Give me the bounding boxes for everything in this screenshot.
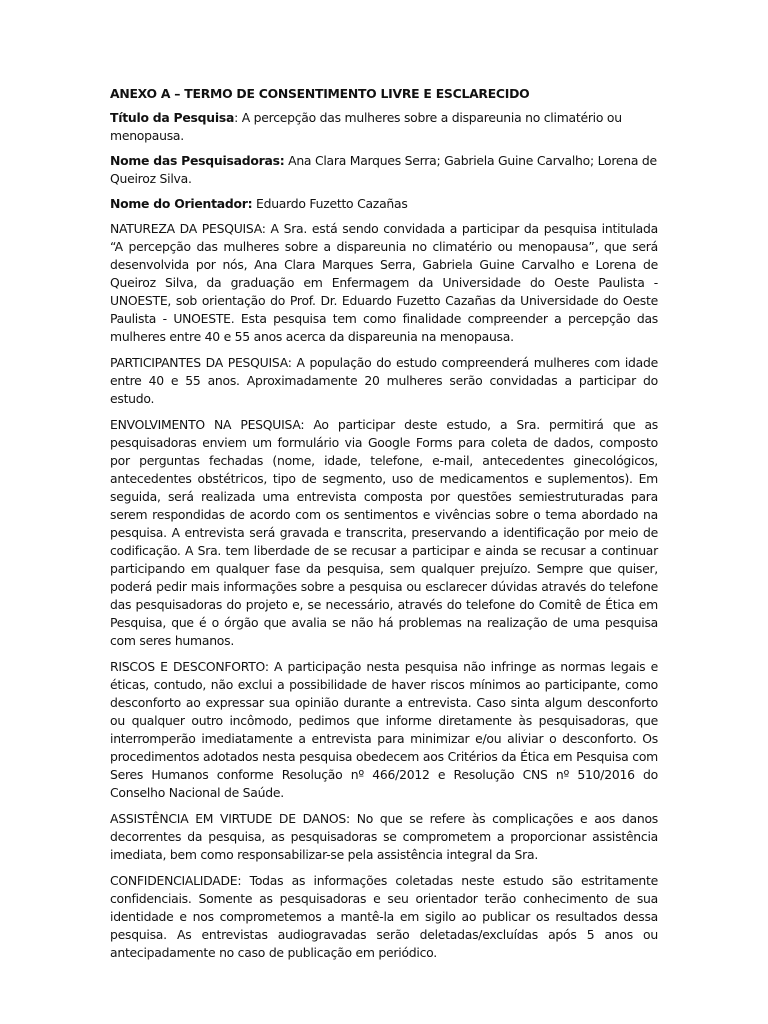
advisor-line	[110, 195, 658, 213]
researchers-line	[110, 152, 658, 188]
paragraph-involvement: ENVOLVIMENTO NA PESQUISA: Ao participar deste estudo, a Sra. permitirá que as pesquisadoras enviem um formulário via Google Forms para coleta de dados, composto por perguntas fechadas (nome, idade, telefone, e-mail, antecedentes ginecológicos, antecedentes obstétricos, tipo de segmento, uso de medicamentos e suplementos). Em seguida, será realizada uma entrevista composta por questões semiestruturadas para serem respondidas de acordo com os sentimentos e vivências sobre o tema abordado na pesquisa. A entrevista será gravada e transcrita, preservando a identificação por meio de codificação. A Sra. tem liberdade de se recusar a participar e ainda se recusar a continuar participando em qualquer fase da pesquisa, sem qualquer prejuízo. Sempre que quiser, poderá pedir mais informações sobre a pesquisa ou esclarecer dúvidas através do telefone das pesquisadoras do projeto e, se necessário, através do telefone do Comitê de Ética em Pesquisa, que é o órgão que avalia se não há problemas na realização de uma pesquisa com seres humanos.	[110, 417, 658, 648]
advisor-label: Nome do Orientador:	[110, 196, 253, 211]
researchers-label: Nome das Pesquisadoras:	[110, 153, 285, 168]
document-page	[110, 85, 658, 970]
research-title-line	[110, 109, 658, 145]
document-heading: ANEXO A – TERMO DE CONSENTIMENTO LIVRE E ESCLARECIDO	[110, 86, 530, 101]
paragraph-nature: NATUREZA DA PESQUISA: A Sra. está sendo convidada a participar da pesquisa intitulada “A percepção das mulheres sobre a dispareunia no climatério ou menopausa”, que será desenvolvida por nós, Ana Clara Marques Serra, Gabriela Guine Carvalho e Lorena de Queiroz Silva, da graduação em Enfermagem da Universidade do Oeste Paulista - UNOESTE, sob orientação do Prof. Dr. Eduardo Fuzetto Cazañas da Universidade do Oeste Paulista - UNOESTE. Esta pesquisa tem como finalidade compreender a percepção das mulheres entre 40 e 55 anos acerca da dispareunia na menopausa.	[110, 221, 658, 344]
paragraph-assistance: ASSISTÊNCIA EM VIRTUDE DE DANOS: No que se refere às complicações e aos danos decorrentes da pesquisa, as pesquisadoras se comprometem a proporcionar assistência imediata, bem como responsabilizar-se pela assistência integral da Sra.	[110, 811, 658, 862]
research-title-label: Título da Pesquisa	[110, 110, 235, 125]
paragraph-confidentiality: CONFIDENCIALIDADE: Todas as informações coletadas neste estudo são estritamente confidenciais. Somente as pesquisadoras e seu orientador terão conhecimento de sua identidade e nos comprometemos a mantê-la em sigilo ao publicar os resultados dessa pesquisa. As entrevistas audiogravadas serão deletadas/excluídas após 5 anos ou antecipadamente no caso de publicação em periódico.	[110, 873, 658, 960]
paragraph-participants: PARTICIPANTES DA PESQUISA: A população do estudo compreenderá mulheres com idade entre 40 e 55 anos. Aproximadamente 20 mulheres serão convidadas a participar do estudo.	[110, 355, 658, 406]
advisor-value: Eduardo Fuzetto Cazañas	[252, 196, 408, 211]
paragraph-risks: RISCOS E DESCONFORTO: A participação nesta pesquisa não infringe as normas legais e éticas, contudo, não exclui a possibilidade de haver riscos mínimos ao participante, como desconforto ao expressar sua opinião durante a entrevista. Caso sinta algum desconforto ou qualquer outro incômodo, pedimos que informe diretamente às pesquisadoras, que interromperão imediatamente a entrevista para minimizar e/ou aliviar o desconforto. Os procedimentos adotados nesta pesquisa obedecem aos Critérios da Ética em Pesquisa com Seres Humanos conforme Resolução nº 466/2012 e Resolução CNS nº 510/2016 do Conselho Nacional de Saúde.	[110, 659, 658, 800]
research-title-value: : A percepção das mulheres sobre a dispareunia no climatério ou menopausa.	[110, 110, 622, 143]
researchers-value: Ana Clara Marques Serra; Gabriela Guine Carvalho; Lorena de Queiroz Silva.	[110, 153, 657, 186]
